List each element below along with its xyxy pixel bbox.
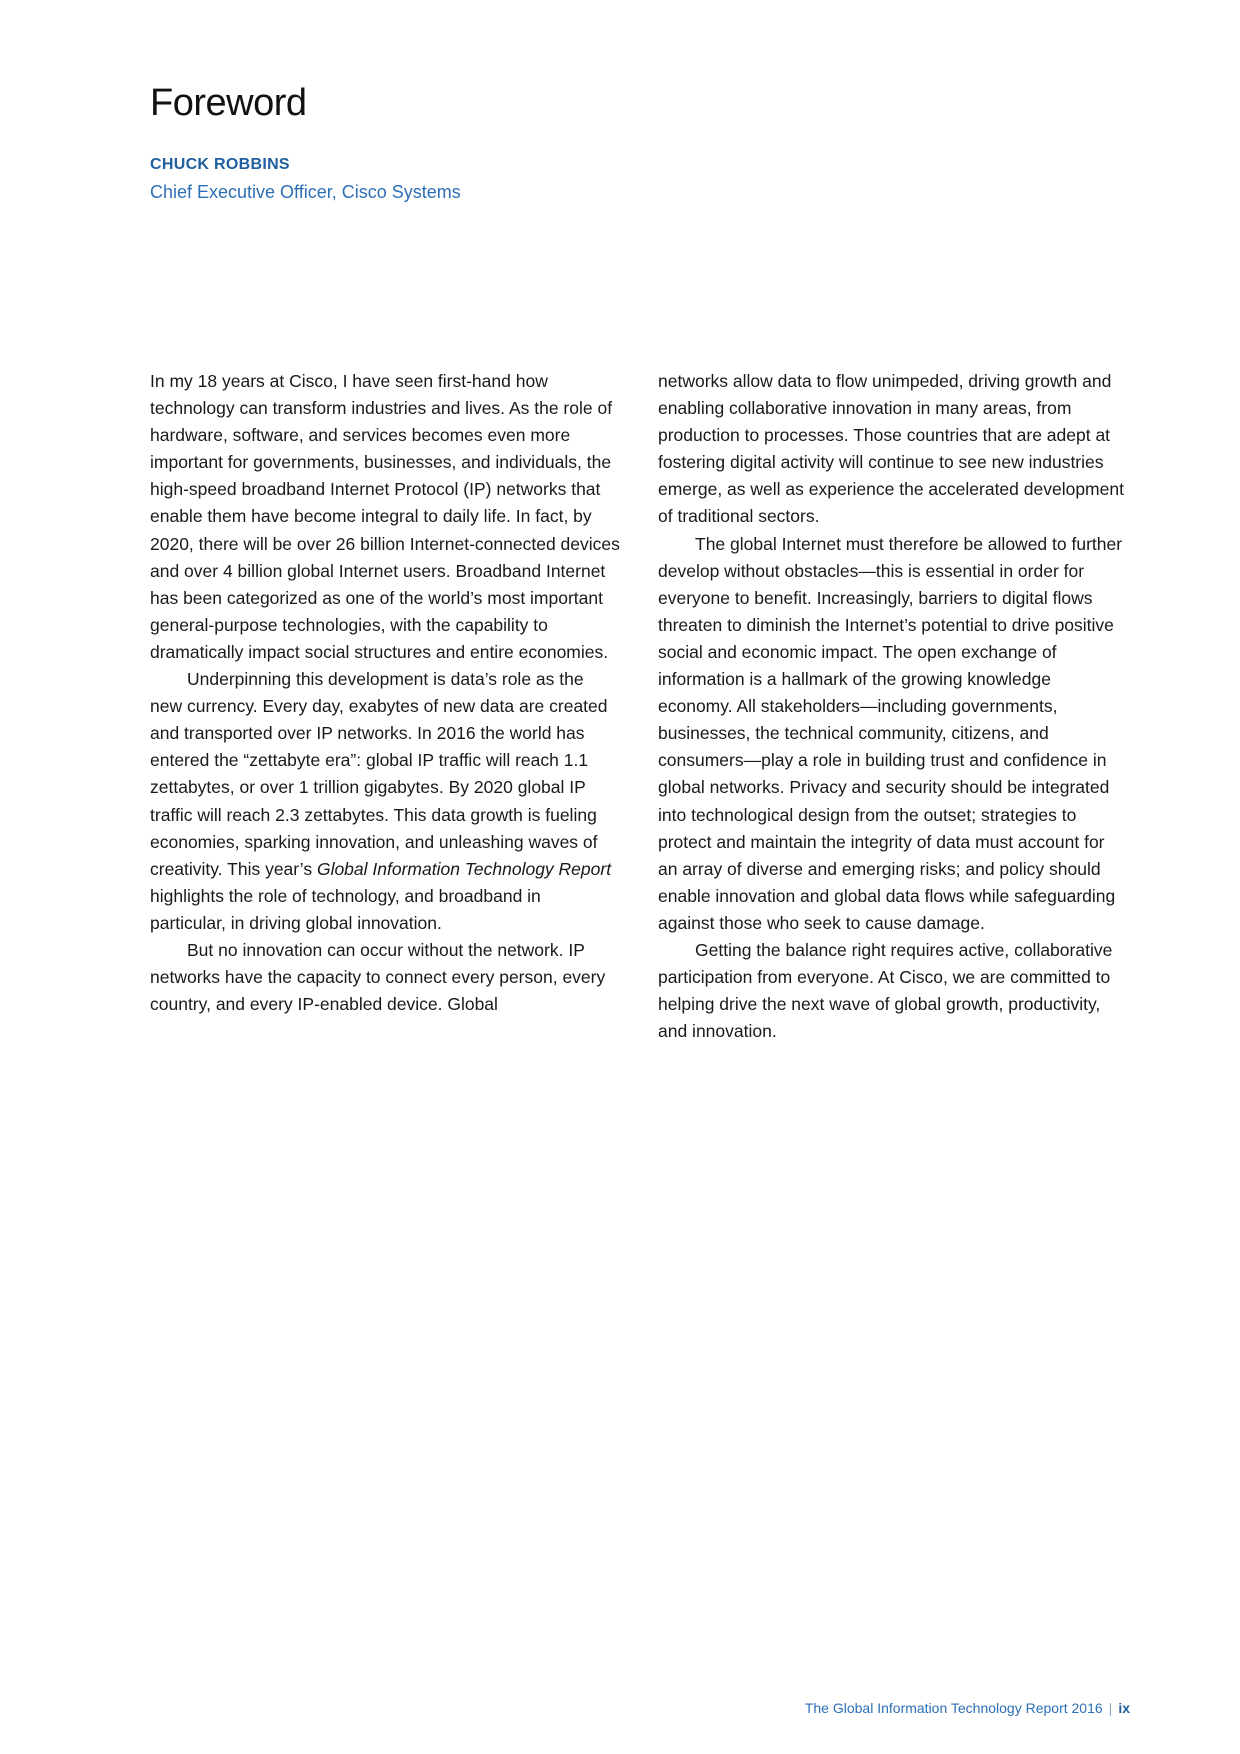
paragraph-3-continued bbox=[658, 368, 1128, 531]
paragraph-2-text-a: Underpinning this development is data’s role as the new currency. Every day, exabytes of new data are created and transported over IP networks. In 2016 the world has entered the “zettabyte era”: global IP traffic will reach 1.1 zettabytes, or over 1 trillion gigabytes. By 2020 global IP traffic will reach 2.3 zettabytes. This data growth is fueling economies, sparking innovation, and unleashing waves of creativity. This year’s bbox=[150, 669, 608, 879]
paragraph-1: In my 18 years at Cisco, I have seen first-hand how technology can transform industries and lives. As the role of hardware, software, and services becomes even more important for governments, businesses, and individuals, the high-speed broadband Internet Protocol (IP) networks that enable them have become integral to daily life. In fact, by 2020, there will be over 26 billion Internet-connected devices and over 4 billion global Internet users. Broadband Internet has been categorized as one of the world’s most important general-purpose technologies, with the capability to dramatically impact social structures and entire economies. bbox=[150, 371, 620, 662]
paragraph-3-start bbox=[150, 937, 620, 1018]
page-footer bbox=[805, 1700, 1130, 1716]
paragraph-3-right-text: networks allow data to flow unimpeded, driving growth and enabling collaborative innovation in many areas, from production to processes. Those countries that are adept at fostering digital activity will continue to see new industries emerge, as well as experience the accelerated development of traditional sectors. bbox=[658, 371, 1124, 527]
page-number: ix bbox=[1118, 1700, 1130, 1716]
paragraph-2-text-b: highlights the role of technology, and broadband in particular, in driving global innovation. bbox=[150, 885, 541, 933]
footer-separator: | bbox=[1108, 1700, 1113, 1716]
body-column-left bbox=[150, 368, 620, 1018]
body-column-right bbox=[658, 368, 1128, 1045]
paragraph-3-left-text: But no innovation can occur without the network. IP networks have the capacity to connect every person, every country, and every IP-enabled device. Global bbox=[150, 939, 606, 1015]
paragraph-4: The global Internet must therefore be allowed to further develop without obstacles—this is essential in order for everyone to benefit. Increasingly, barriers to digital flows threaten to diminish the Internet’s potential to drive positive social and economic impact. The open exchange of information is a hallmark of the growing knowledge economy. All stakeholders—including governments, businesses, the technical community, citizens, and consumers—play a role in building trust and confidence in global networks. Privacy and security should be integrated into technological design from the outset; strategies to protect and maintain the integrity of data must account for an array of diverse and emerging risks; and policy should enable innovation and global data flows while safeguarding against those who seek to cause damage. bbox=[658, 533, 1123, 933]
author-role: Chief Executive Officer, Cisco Systems bbox=[150, 182, 461, 202]
page-title: Foreword bbox=[150, 82, 307, 124]
paragraph-5: Getting the balance right requires active, collaborative participation from everyone. At Cisco, we are committed to helping drive the next wave of global growth, productivity, and innovation. bbox=[658, 939, 1113, 1042]
footer-report-title: The Global Information Technology Report 2016 bbox=[804, 1700, 1103, 1716]
report-title-italic: Global Information Technology Report bbox=[316, 858, 612, 879]
paragraph-2 bbox=[150, 666, 620, 937]
author-name: CHUCK ROBBINS bbox=[150, 156, 290, 173]
